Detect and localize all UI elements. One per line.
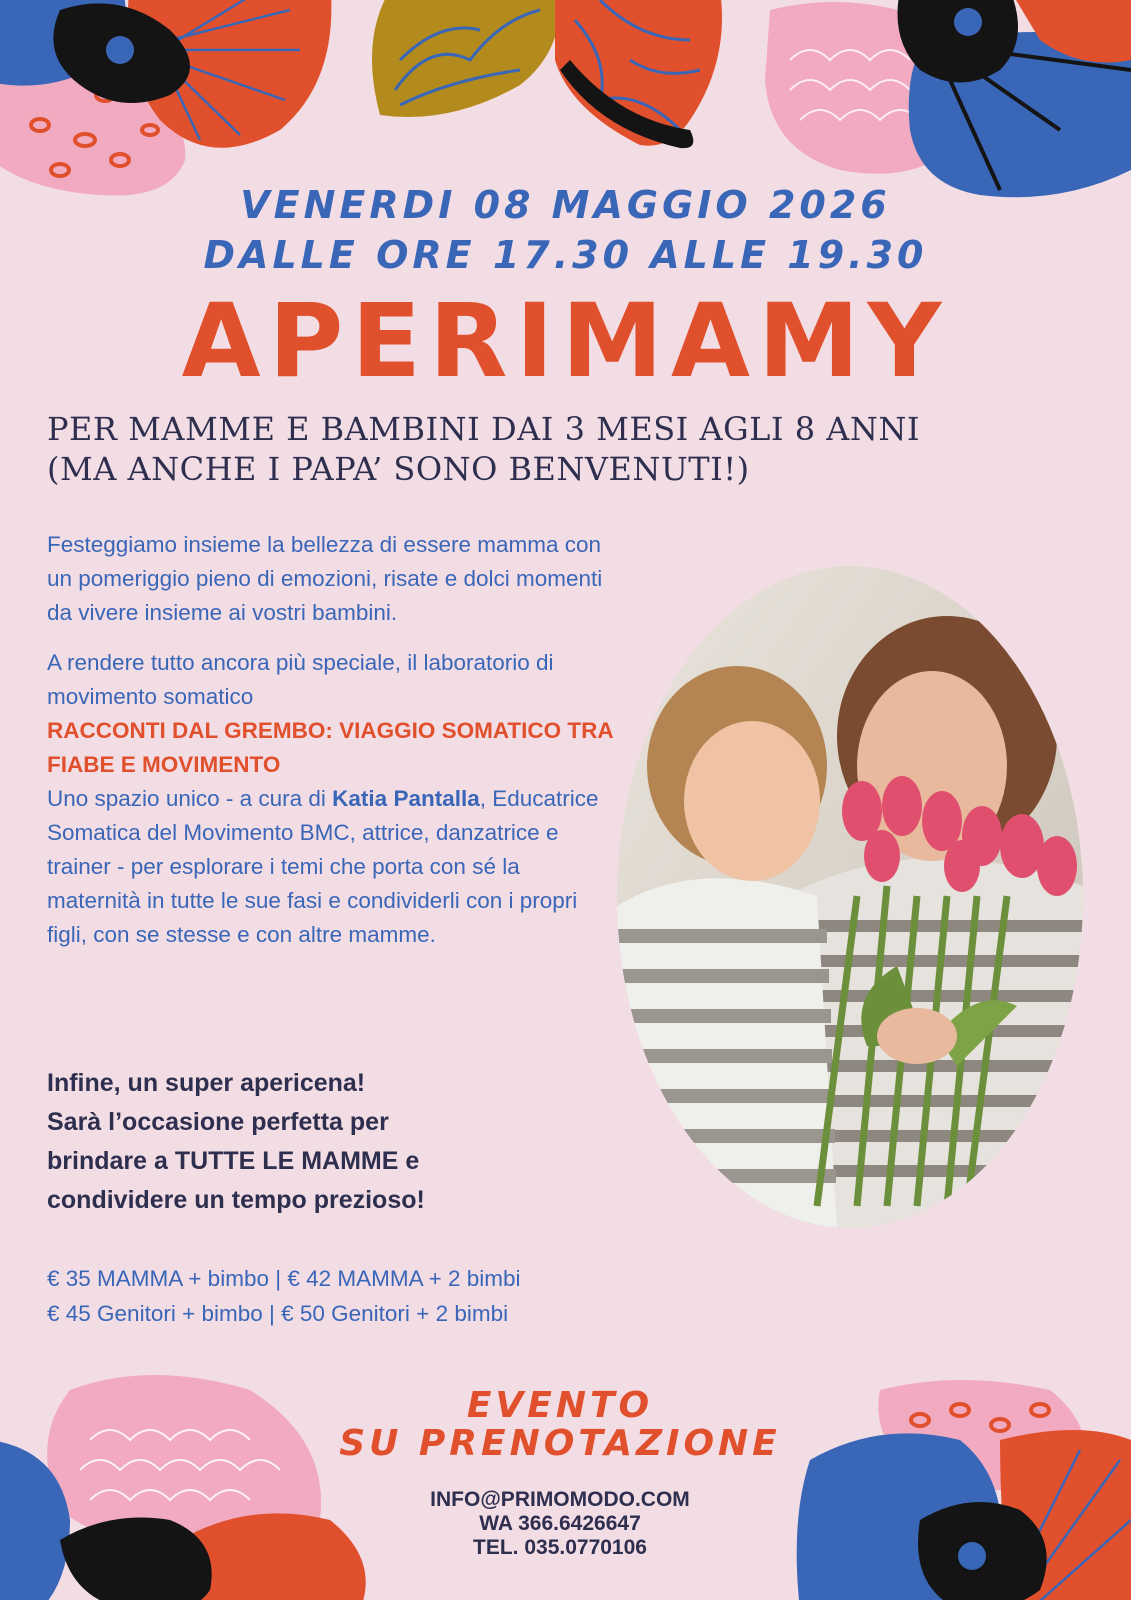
contact-email[interactable]: INFO@PRIMOMODO.COM — [430, 1488, 690, 1511]
contact-info — [330, 1488, 790, 1560]
contact-phone[interactable]: TEL. 035.0770106 — [473, 1536, 647, 1559]
host-prefix: Uno spazio unico - a cura di — [47, 786, 326, 811]
booking-line-1: EVENTO — [466, 1385, 654, 1426]
intro-paragraph: Festeggiamo insieme la bellezza di essere mamma con un pomeriggio pieno di emozioni, risate e dolci momenti da vivere insieme ai vostri bambini. — [47, 532, 603, 625]
event-title: APERIMAMY — [181, 282, 950, 401]
apericena-line-4: condividere un tempo prezioso! — [47, 1186, 425, 1214]
host-name: Katia Pantalla — [332, 786, 480, 811]
top-right-flower-icon — [765, 0, 1131, 197]
audience-note: (MA ANCHE I PAPA’ SONO BENVENUTI!) — [47, 450, 750, 488]
booking-line-2: SU PRENOTAZIONE — [339, 1423, 781, 1464]
apericena-line-3: brindare a TUTTE LE MAMME e — [47, 1147, 420, 1175]
apericena-text — [47, 1064, 607, 1220]
top-left-flower-icon — [0, 0, 331, 196]
workshop-lead: A rendere tutto ancora più speciale, il laboratorio di movimento somatico — [47, 650, 554, 709]
top-leaf-icon — [372, 0, 722, 148]
price-line-genitori: € 45 Genitori + bimbo | € 50 Genitori + 2 bimbi — [47, 1301, 509, 1326]
apericena-line-1: Infine, un super apericena! — [47, 1069, 366, 1097]
bottom-right-flower-icon — [797, 1380, 1131, 1600]
contact-whatsapp[interactable]: WA 366.6426647 — [479, 1512, 641, 1535]
bottom-left-flower-icon — [0, 1375, 366, 1600]
price-line-mamma: € 35 MAMMA + bimbo | € 42 MAMMA + 2 bimbi — [47, 1266, 521, 1291]
mother-child-photo — [617, 566, 1083, 1228]
workshop-paragraph — [47, 646, 617, 952]
intro-text — [47, 528, 617, 952]
event-time: DALLE ORE 17.30 ALLE 19.30 — [203, 233, 928, 277]
audience-line: PER MAMME E BAMBINI DAI 3 MESI AGLI 8 ANNI — [47, 410, 920, 448]
host-description: , Educatrice Somatica del Movimento BMC, attrice, danzatrice e trainer - per esplorare i temi che porta con sé la maternità in tutte le sue fasi e condividerli con i propri figli, con se stesse e con altre mamme. — [47, 786, 599, 947]
price-list — [47, 1261, 707, 1331]
apericena-line-2: Sarà l’occasione perfetta per — [47, 1108, 389, 1136]
workshop-title: RACCONTI DAL GREMBO: VIAGGIO SOMATICO TRA FIABE E MOVIMENTO — [47, 718, 613, 777]
event-date: VENERDI 08 MAGGIO 2026 — [240, 183, 891, 227]
